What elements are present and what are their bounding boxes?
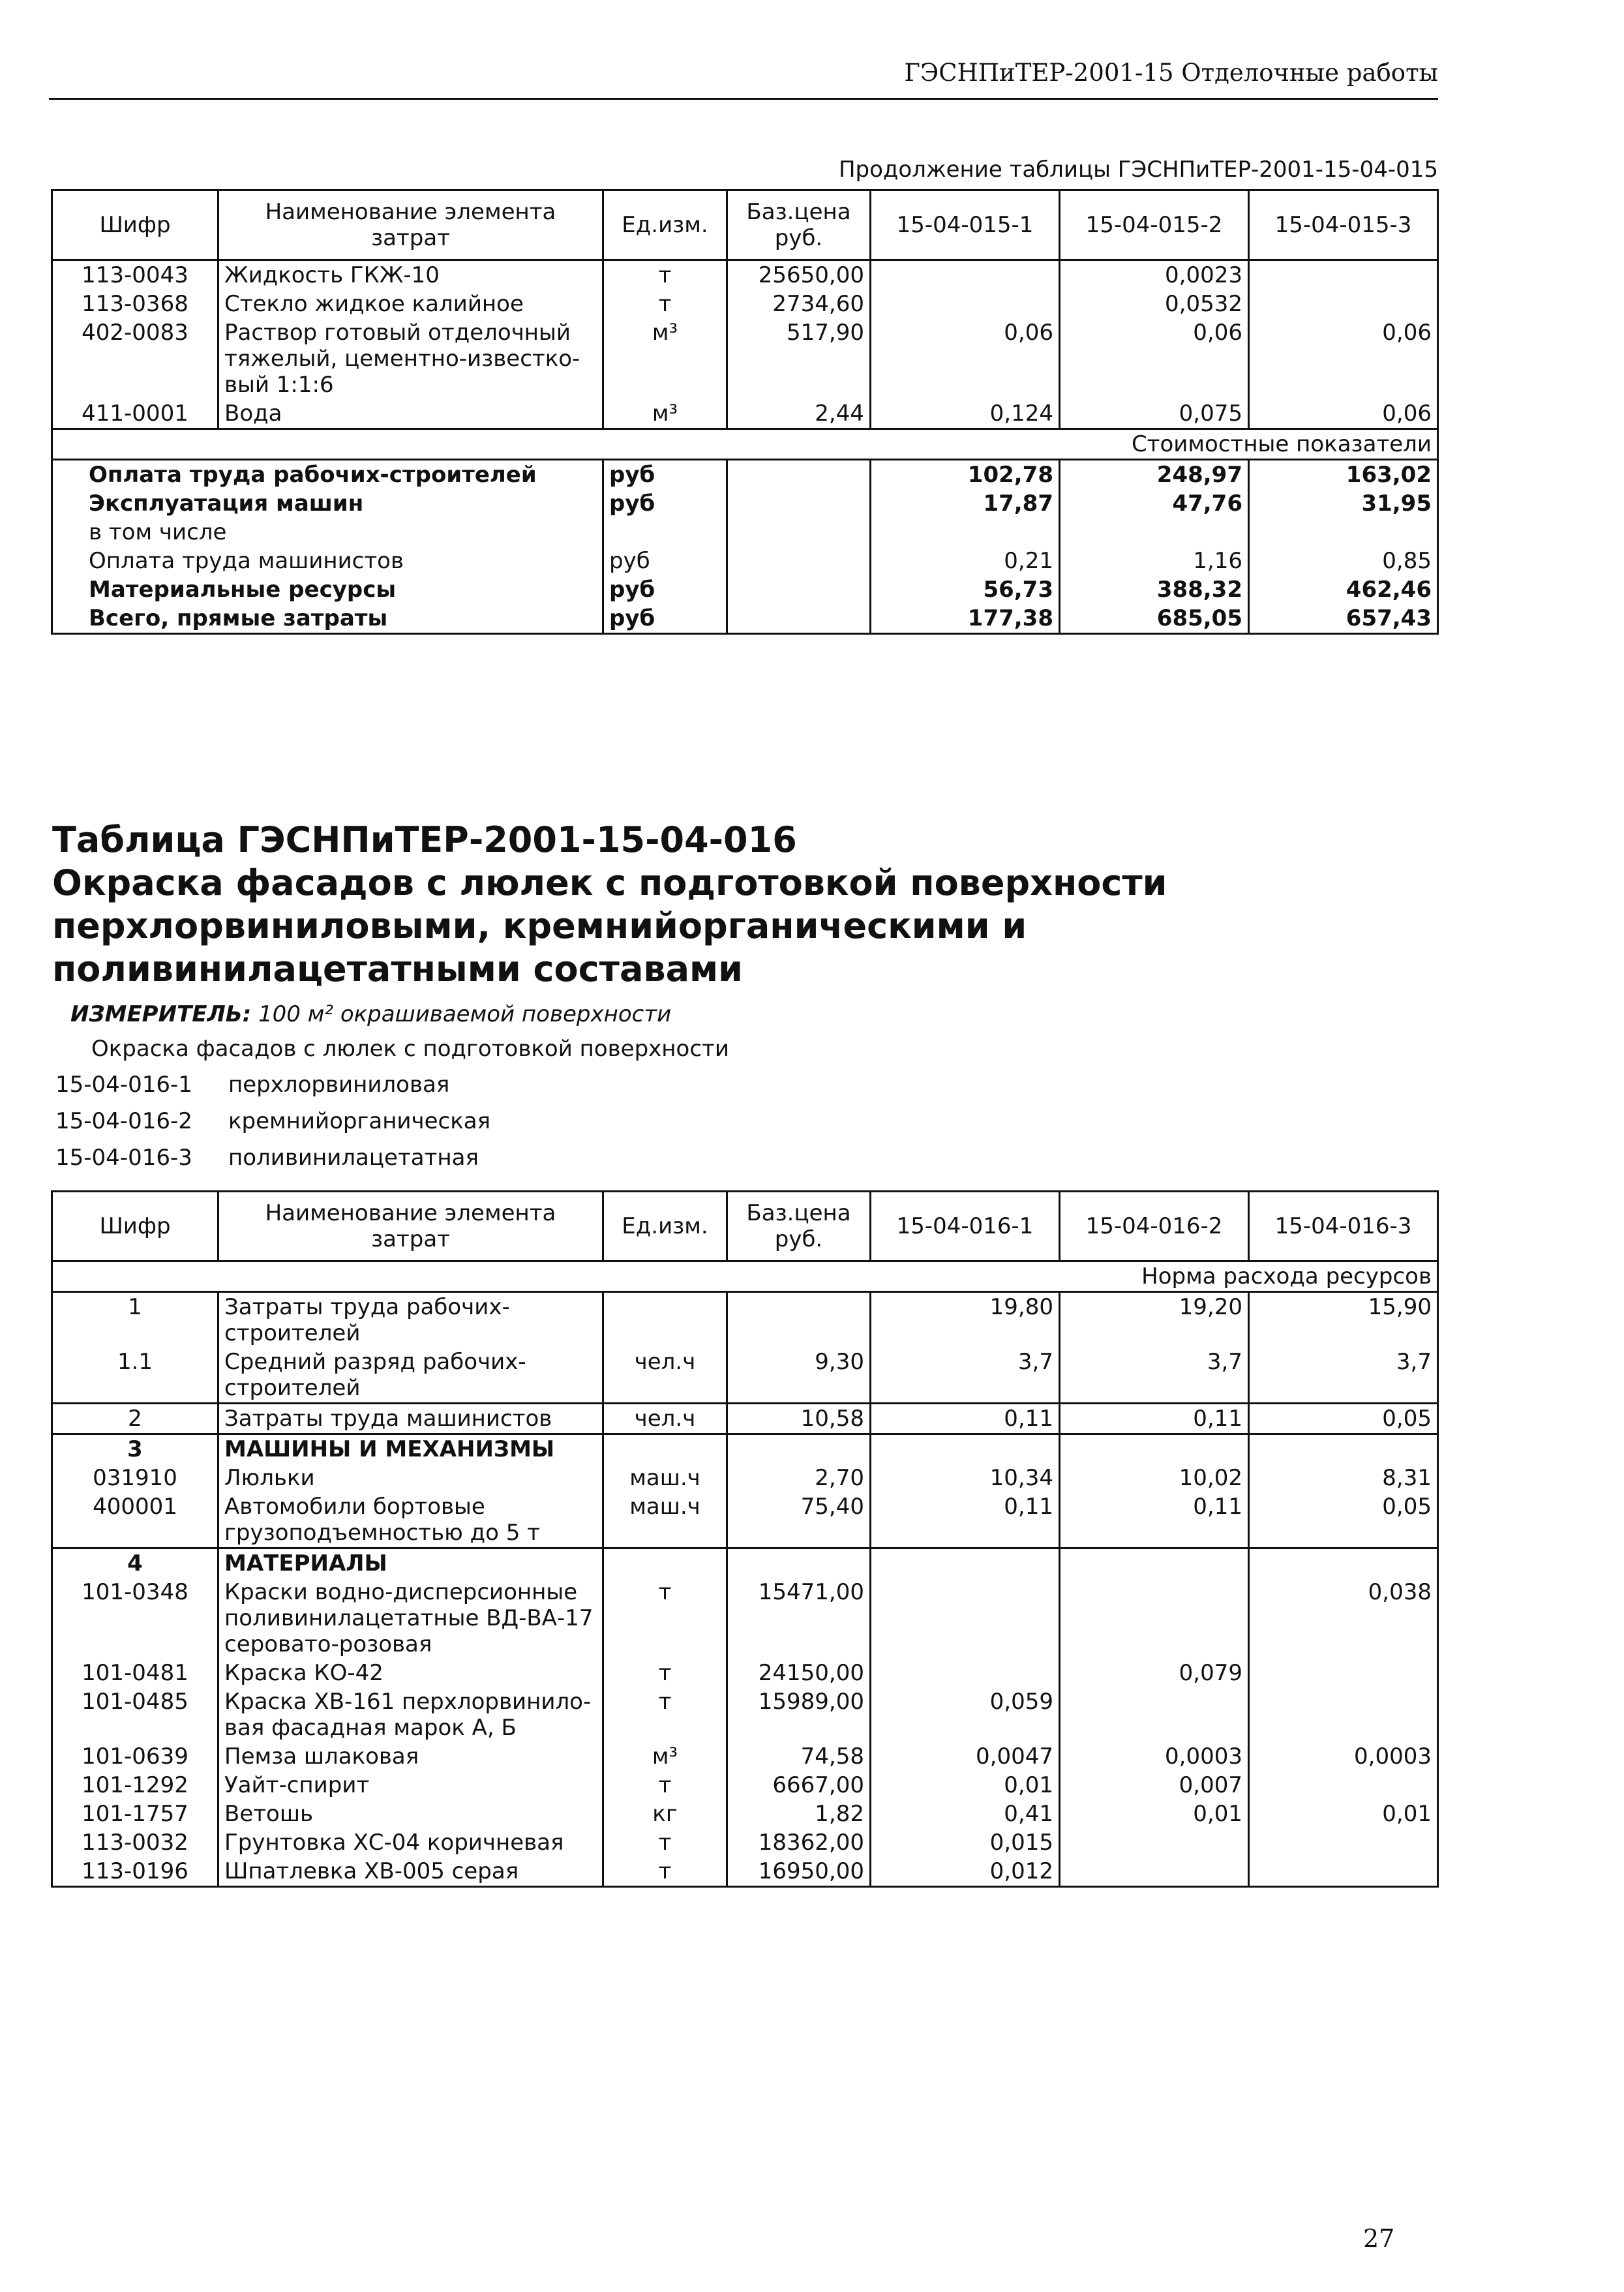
column-header: 15-04-016-1	[871, 1192, 1060, 1261]
table-row	[52, 290, 1438, 318]
table-row	[52, 1434, 1438, 1464]
cell-unit: т	[603, 1578, 727, 1659]
cell-v3: 0,0003	[1249, 1742, 1438, 1771]
summary-unit: руб	[603, 547, 727, 575]
table-row	[52, 399, 1438, 429]
cell-v2: 3,7	[1060, 1348, 1249, 1404]
cell-unit: маш.ч	[603, 1464, 727, 1492]
header-rule	[49, 98, 1438, 100]
cell-v3	[1249, 1434, 1438, 1464]
cell-v2: 0,075	[1060, 399, 1249, 429]
cell-v2	[1060, 1828, 1249, 1857]
table-row	[52, 1687, 1438, 1742]
cell-v1	[871, 260, 1060, 290]
cell-price: 517,90	[727, 318, 871, 399]
cell-name: Краска ХВ-161 перхлорвинило-вая фасадная марок А, Б	[218, 1687, 603, 1742]
summary-v1	[871, 518, 1060, 547]
cell-name: Раствор готовый отделочный тяжелый, цементно-известко-вый 1:1:6	[218, 318, 603, 399]
cell-v1	[871, 1578, 1060, 1659]
summary-v1: 17,87	[871, 489, 1060, 518]
summary-name: Оплата труда машинистов	[52, 547, 603, 575]
cell-code: 1	[52, 1292, 218, 1348]
summary-v2: 1,16	[1060, 547, 1249, 575]
section-subtitle-2: перхлорвиниловыми, кремнийорганическими и	[52, 905, 1027, 946]
column-header: Наименование элемента затрат	[218, 1192, 603, 1261]
column-header: 15-04-015-2	[1060, 190, 1249, 260]
meter-line	[70, 1001, 671, 1027]
summary-v3	[1249, 518, 1438, 547]
cell-v3	[1249, 1659, 1438, 1687]
table-row	[52, 1857, 1438, 1887]
cell-code: 411-0001	[52, 399, 218, 429]
column-header: Баз.цена руб.	[727, 190, 871, 260]
cell-name: Затраты труда рабочих-строителей	[218, 1292, 603, 1348]
cell-v2	[1060, 1548, 1249, 1578]
cell-v1: 0,01	[871, 1771, 1060, 1800]
summary-row	[52, 460, 1438, 490]
cell-code: 4	[52, 1548, 218, 1578]
summary-name: в том числе	[52, 518, 603, 547]
cell-v3: 0,06	[1249, 318, 1438, 399]
cell-unit: т	[603, 1771, 727, 1800]
cell-price: 16950,00	[727, 1857, 871, 1887]
cell-v1: 0,11	[871, 1404, 1060, 1434]
summary-unit: руб	[603, 489, 727, 518]
cell-v2: 19,20	[1060, 1292, 1249, 1348]
cell-name: Автомобили бортовые грузоподъемностью до 5 т	[218, 1492, 603, 1548]
summary-v3: 163,02	[1249, 460, 1438, 490]
cell-code: 400001	[52, 1492, 218, 1548]
cell-unit: м³	[603, 399, 727, 429]
section-subtitle-1: Окраска фасадов с люлек с подготовкой поверхности	[52, 862, 1167, 903]
cell-name: Ветошь	[218, 1800, 603, 1828]
summary-v1: 56,73	[871, 575, 1060, 604]
summary-v2	[1060, 518, 1249, 547]
cell-name: Шпатлевка ХВ-005 серая	[218, 1857, 603, 1887]
cell-code: 402-0083	[52, 318, 218, 399]
table-row	[52, 1800, 1438, 1828]
table-row	[52, 1464, 1438, 1492]
column-header: Баз.цена руб.	[727, 1192, 871, 1261]
cell-price: 74,58	[727, 1742, 871, 1771]
summary-unit	[603, 518, 727, 547]
cell-v3: 0,05	[1249, 1404, 1438, 1434]
cell-code: 113-0196	[52, 1857, 218, 1887]
cell-v3: 15,90	[1249, 1292, 1438, 1348]
cell-v2	[1060, 1687, 1249, 1742]
table-row	[52, 1828, 1438, 1857]
code-list-code: 15-04-016-3	[55, 1145, 192, 1171]
section-title: Таблица ГЭСНПиТЕР-2001-15-04-016	[52, 819, 797, 860]
band-row	[52, 1261, 1438, 1292]
cell-v1: 0,11	[871, 1492, 1060, 1548]
cell-unit: м³	[603, 1742, 727, 1771]
cell-unit: т	[603, 1659, 727, 1687]
code-list-item	[55, 1145, 479, 1171]
cell-name: Краска КО-42	[218, 1659, 603, 1687]
code-list-name: кремнийорганическая	[228, 1108, 491, 1134]
summary-row	[52, 518, 1438, 547]
summary-v1: 0,21	[871, 547, 1060, 575]
cell-price: 75,40	[727, 1492, 871, 1548]
cell-v1: 0,06	[871, 318, 1060, 399]
cell-v1: 0,124	[871, 399, 1060, 429]
summary-price-empty	[727, 547, 871, 575]
table-row	[52, 318, 1438, 399]
summary-price-empty	[727, 460, 871, 490]
code-list-code: 15-04-016-2	[55, 1108, 192, 1134]
cell-unit: чел.ч	[603, 1348, 727, 1404]
band-row	[52, 429, 1438, 460]
cell-v1	[871, 1659, 1060, 1687]
cell-price	[727, 1292, 871, 1348]
cell-v3	[1249, 1548, 1438, 1578]
summary-unit: руб	[603, 604, 727, 634]
summary-row	[52, 547, 1438, 575]
summary-price-empty	[727, 518, 871, 547]
summary-unit: руб	[603, 575, 727, 604]
summary-v3: 31,95	[1249, 489, 1438, 518]
cell-name: Вода	[218, 399, 603, 429]
cell-unit: м³	[603, 318, 727, 399]
summary-v2: 388,32	[1060, 575, 1249, 604]
meter-label: ИЗМЕРИТЕЛЬ:	[70, 1001, 252, 1027]
cell-name: Стекло жидкое калийное	[218, 290, 603, 318]
cell-price: 10,58	[727, 1404, 871, 1434]
code-list-item	[55, 1108, 491, 1134]
cell-code: 101-0481	[52, 1659, 218, 1687]
section-subtitle-3: поливинилацетатными составами	[52, 948, 743, 989]
cell-unit: чел.ч	[603, 1404, 727, 1434]
cell-v3: 0,06	[1249, 399, 1438, 429]
table-header-row	[52, 1192, 1438, 1261]
cell-code: 113-0032	[52, 1828, 218, 1857]
cell-v1: 0,41	[871, 1800, 1060, 1828]
cell-code: 113-0043	[52, 260, 218, 290]
cell-code: 101-1292	[52, 1771, 218, 1800]
cell-name: Люльки	[218, 1464, 603, 1492]
summary-name: Материальные ресурсы	[52, 575, 603, 604]
cell-name: Затраты труда машинистов	[218, 1404, 603, 1434]
table-header-row	[52, 190, 1438, 260]
cell-price: 18362,00	[727, 1828, 871, 1857]
cell-v3	[1249, 1828, 1438, 1857]
column-header: 15-04-015-1	[871, 190, 1060, 260]
summary-v3: 462,46	[1249, 575, 1438, 604]
cell-v3	[1249, 1857, 1438, 1887]
table-row	[52, 1578, 1438, 1659]
cell-price: 2,44	[727, 399, 871, 429]
cell-price: 9,30	[727, 1348, 871, 1404]
cell-unit	[603, 1292, 727, 1348]
cell-v2: 0,11	[1060, 1492, 1249, 1548]
column-header: 15-04-015-3	[1249, 190, 1438, 260]
column-header: Ед.изм.	[603, 190, 727, 260]
cell-v1: 0,059	[871, 1687, 1060, 1742]
table-row	[52, 1771, 1438, 1800]
cell-price	[727, 1434, 871, 1464]
cell-v2: 0,0023	[1060, 260, 1249, 290]
cell-name: Жидкость ГКЖ-10	[218, 260, 603, 290]
summary-name: Оплата труда рабочих-строителей	[52, 460, 603, 490]
cell-v3: 8,31	[1249, 1464, 1438, 1492]
table-15-04-016	[51, 1190, 1439, 1888]
code-list-name: поливинилацетатная	[228, 1145, 479, 1171]
cell-v2: 0,007	[1060, 1771, 1249, 1800]
cell-v1: 0,015	[871, 1828, 1060, 1857]
cell-price: 2734,60	[727, 290, 871, 318]
cell-unit: т	[603, 290, 727, 318]
summary-price-empty	[727, 489, 871, 518]
summary-v2: 685,05	[1060, 604, 1249, 634]
cell-name: Пемза шлаковая	[218, 1742, 603, 1771]
cell-v3	[1249, 1771, 1438, 1800]
cell-unit: т	[603, 1828, 727, 1857]
summary-v1: 177,38	[871, 604, 1060, 634]
summary-v1: 102,78	[871, 460, 1060, 490]
cell-v3	[1249, 290, 1438, 318]
table-15-04-015	[51, 189, 1439, 635]
cell-unit: кг	[603, 1800, 727, 1828]
summary-v2: 47,76	[1060, 489, 1249, 518]
continuation-caption: Продолжение таблицы ГЭСНПиТЕР-2001-15-04-015	[838, 157, 1438, 183]
summary-name: Всего, прямые затраты	[52, 604, 603, 634]
summary-unit: руб	[603, 460, 727, 490]
cell-code: 101-0639	[52, 1742, 218, 1771]
cell-unit: т	[603, 260, 727, 290]
cell-name: МАШИНЫ И МЕХАНИЗМЫ	[218, 1434, 603, 1464]
cell-v1	[871, 1434, 1060, 1464]
cell-v2: 0,06	[1060, 318, 1249, 399]
table-row	[52, 1404, 1438, 1434]
cell-unit	[603, 1548, 727, 1578]
cell-price: 15989,00	[727, 1687, 871, 1742]
cell-code: 101-1757	[52, 1800, 218, 1828]
cell-unit: маш.ч	[603, 1492, 727, 1548]
cell-v2: 0,01	[1060, 1800, 1249, 1828]
table-row	[52, 1659, 1438, 1687]
table-row	[52, 1548, 1438, 1578]
meter-value: 100 м² окрашиваемой поверхности	[258, 1001, 672, 1027]
cell-v2: 0,0532	[1060, 290, 1249, 318]
summary-price-empty	[727, 604, 871, 634]
cost-indicators-label: Стоимостные показатели	[52, 429, 1438, 460]
cell-v3: 0,01	[1249, 1800, 1438, 1828]
summary-v2: 248,97	[1060, 460, 1249, 490]
cell-price	[727, 1548, 871, 1578]
cell-v2: 10,02	[1060, 1464, 1249, 1492]
cell-v1: 10,34	[871, 1464, 1060, 1492]
cell-name: МАТЕРИАЛЫ	[218, 1548, 603, 1578]
running-header: ГЭСНПиТЕР-2001-15 Отделочные работы	[904, 59, 1438, 87]
cell-v1: 0,0047	[871, 1742, 1060, 1771]
cell-name: Грунтовка ХС-04 коричневая	[218, 1828, 603, 1857]
cell-unit: т	[603, 1857, 727, 1887]
norm-label: Норма расхода ресурсов	[52, 1261, 1438, 1292]
column-header: Шифр	[52, 190, 218, 260]
cell-v1: 19,80	[871, 1292, 1060, 1348]
code-list-name: перхлорвиниловая	[228, 1072, 450, 1098]
column-header: 15-04-016-2	[1060, 1192, 1249, 1261]
cell-price: 15471,00	[727, 1578, 871, 1659]
cell-name: Уайт-спирит	[218, 1771, 603, 1800]
column-header: Шифр	[52, 1192, 218, 1261]
cell-v1	[871, 1548, 1060, 1578]
cell-v1: 3,7	[871, 1348, 1060, 1404]
cell-v2	[1060, 1434, 1249, 1464]
code-list-item	[55, 1072, 450, 1098]
cell-v2	[1060, 1578, 1249, 1659]
cell-v3	[1249, 260, 1438, 290]
column-header: Наименование элемента затрат	[218, 190, 603, 260]
summary-row	[52, 575, 1438, 604]
cell-v1	[871, 290, 1060, 318]
table-row	[52, 260, 1438, 290]
table-row	[52, 1492, 1438, 1548]
cell-price: 2,70	[727, 1464, 871, 1492]
cell-code: 2	[52, 1404, 218, 1434]
cell-v2: 0,11	[1060, 1404, 1249, 1434]
cell-v3: 0,038	[1249, 1578, 1438, 1659]
cell-price: 25650,00	[727, 260, 871, 290]
summary-v3: 0,85	[1249, 547, 1438, 575]
cell-price: 6667,00	[727, 1771, 871, 1800]
summary-name: Эксплуатация машин	[52, 489, 603, 518]
cell-v2	[1060, 1857, 1249, 1887]
summary-price-empty	[727, 575, 871, 604]
cell-v3	[1249, 1687, 1438, 1742]
table-row	[52, 1292, 1438, 1348]
work-description: Окраска фасадов с люлек с подготовкой поверхности	[91, 1036, 729, 1062]
cell-code: 031910	[52, 1464, 218, 1492]
cell-unit	[603, 1434, 727, 1464]
cell-v3: 3,7	[1249, 1348, 1438, 1404]
cell-code: 101-0348	[52, 1578, 218, 1659]
table-row	[52, 1348, 1438, 1404]
cell-v3: 0,05	[1249, 1492, 1438, 1548]
cell-name: Краски водно-дисперсионные поливинилацетатные ВД-ВА-17 серовато-розовая	[218, 1578, 603, 1659]
cell-v1: 0,012	[871, 1857, 1060, 1887]
cell-v2: 0,079	[1060, 1659, 1249, 1687]
code-list-code: 15-04-016-1	[55, 1072, 192, 1098]
summary-row	[52, 489, 1438, 518]
cell-code: 1.1	[52, 1348, 218, 1404]
column-header: Ед.изм.	[603, 1192, 727, 1261]
cell-unit: т	[603, 1687, 727, 1742]
page-number: 27	[1363, 2224, 1395, 2253]
summary-v3: 657,43	[1249, 604, 1438, 634]
summary-row	[52, 604, 1438, 634]
cell-code: 3	[52, 1434, 218, 1464]
cell-v2: 0,0003	[1060, 1742, 1249, 1771]
cell-name: Средний разряд рабочих-строителей	[218, 1348, 603, 1404]
cell-price: 1,82	[727, 1800, 871, 1828]
column-header: 15-04-016-3	[1249, 1192, 1438, 1261]
cell-code: 101-0485	[52, 1687, 218, 1742]
cell-price: 24150,00	[727, 1659, 871, 1687]
cell-code: 113-0368	[52, 290, 218, 318]
table-row	[52, 1742, 1438, 1771]
